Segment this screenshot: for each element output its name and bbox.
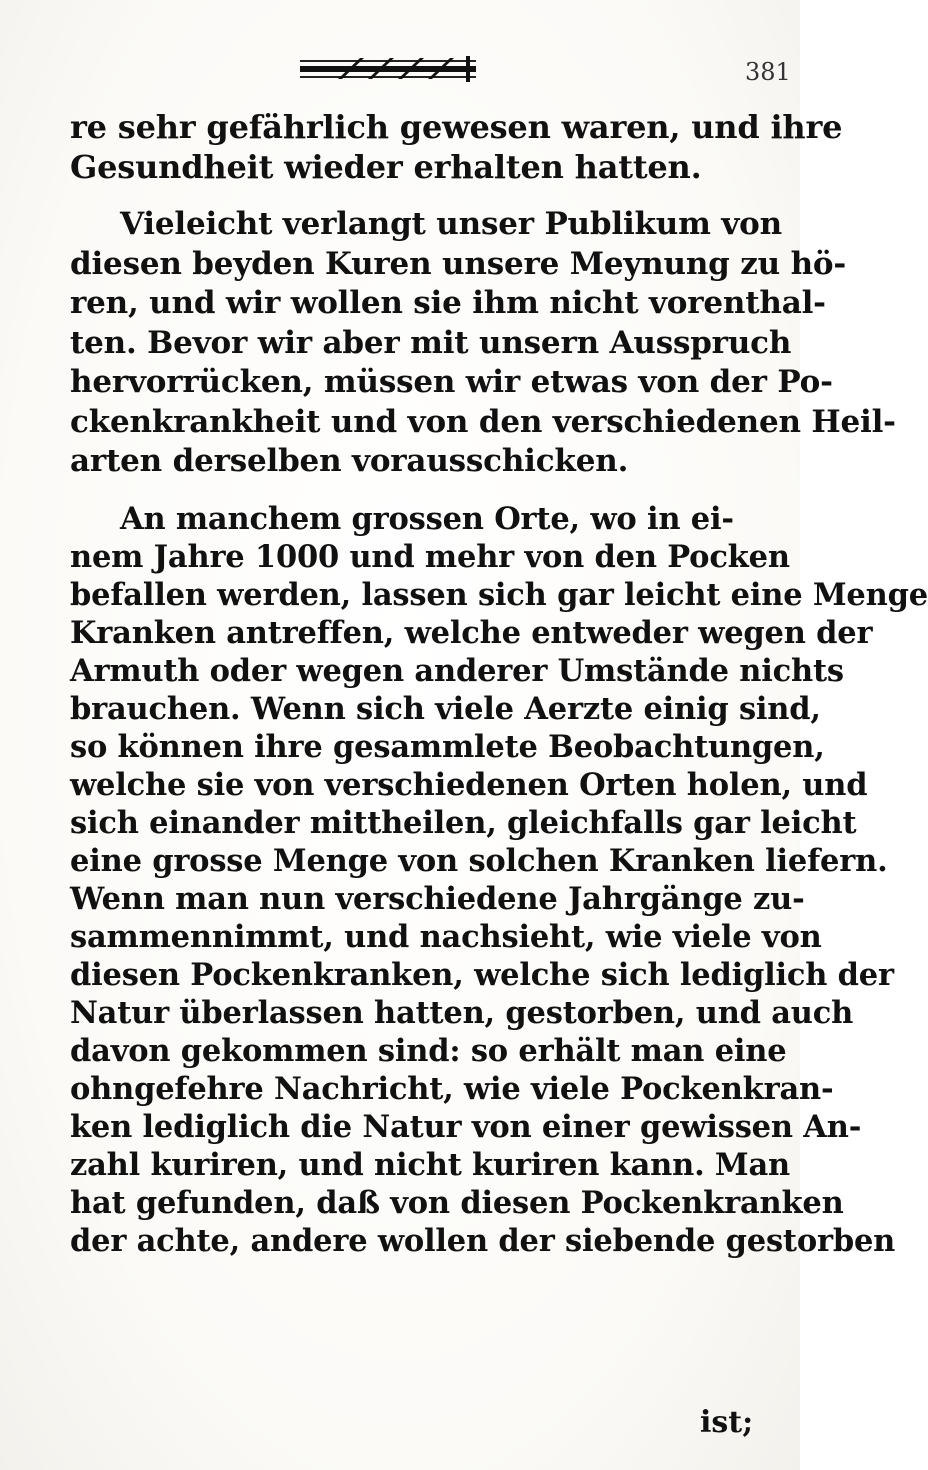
- text-line: Natur überlassen hatten, gestorben, und auch: [70, 994, 854, 1031]
- text-line: Kranken antreffen, welche entweder wegen der: [70, 614, 873, 651]
- body-text: [70, 108, 928, 1278]
- text-line: so können ihre gesammlete Beobachtungen,: [70, 728, 825, 765]
- text-line: sammennimmt, und nachsieht, wie viele von: [70, 918, 822, 955]
- text-line: hat gefunden, daß von diesen Pockenkranken: [70, 1184, 844, 1221]
- text-line: sich einander mittheilen, gleichfalls gar leicht: [70, 804, 857, 841]
- text-line: ohngefehre Nachricht, wie viele Pockenkran-: [70, 1070, 834, 1107]
- text-line: Armuth oder wegen anderer Umstände nichts: [70, 652, 844, 689]
- text-line: nem Jahre 1000 und mehr von den Pocken: [70, 538, 790, 575]
- text-line: ken lediglich die Natur von einer gewissen An-: [70, 1108, 862, 1145]
- paragraph-1: [70, 108, 843, 187]
- text-line: welche sie von verschiedenen Orten holen, und: [70, 766, 868, 803]
- text-line: diesen Pockenkranken, welche sich lediglich der: [70, 956, 894, 993]
- header-ornament: [298, 52, 478, 86]
- paragraph-2: [70, 205, 896, 482]
- page-number: 381: [745, 58, 791, 86]
- text-line: eine grosse Menge von solchen Kranken liefern.: [70, 842, 888, 879]
- text-line: Gesundheit wieder erhalten hatten.: [70, 147, 702, 186]
- paragraph-3: [70, 500, 928, 1260]
- text-line: ren, und wir wollen sie ihm nicht vorenthal-: [70, 285, 826, 321]
- catchword: ist;: [700, 1405, 754, 1440]
- text-line: brauchen. Wenn sich viele Aerzte einig sind,: [70, 690, 821, 727]
- text-line: befallen werden, lassen sich gar leicht eine Menge: [70, 576, 928, 613]
- text-line: Vieleicht verlangt unser Publikum von: [120, 206, 782, 242]
- text-line: davon gekommen sind: so erhält man eine: [70, 1032, 787, 1069]
- text-line: ckenkrankheit und von den verschiedenen Heil-: [70, 403, 896, 440]
- text-line: re sehr gefährlich gewesen waren, und ihre: [70, 108, 843, 146]
- text-line: zahl kuriren, und nicht kuriren kann. Man: [70, 1146, 791, 1183]
- text-line: An manchem grossen Orte, wo in ei-: [120, 500, 734, 537]
- text-line: der achte, andere wollen der siebende gestorben: [70, 1222, 896, 1259]
- text-line: ten. Bevor wir aber mit unsern Ausspruch: [70, 324, 792, 361]
- text-line: hervorrücken, müssen wir etwas von der Po-: [70, 364, 833, 400]
- text-line: diesen beyden Kuren unsere Meynung zu hö-: [70, 245, 847, 282]
- text-line: Wenn man nun verschiedene Jahrgänge zu-: [70, 880, 805, 917]
- text-line: arten derselben vorausschicken.: [70, 443, 629, 479]
